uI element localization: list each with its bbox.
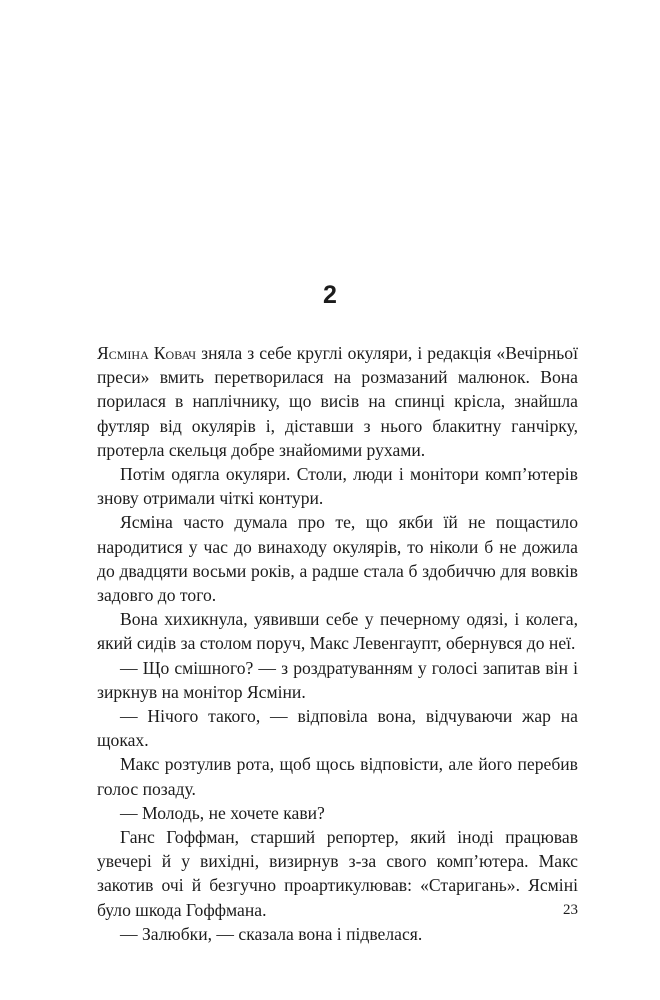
dialogue-line-3: — Молодь, не хочете кави? (120, 802, 325, 823)
dialogue-line-2: — Нічого такого, — відповіла вона, відчуваючи жар на щоках. (97, 706, 578, 751)
paragraph-2: Потім одягла окуляри. Столи, люди і монітори комп’ютерів знову отримали чіткі контури. (97, 464, 578, 509)
character-name-small-caps: Ясміна Ковач (97, 343, 197, 363)
page-number: 23 (563, 902, 578, 918)
dialogue-line-1: — Що смішного? — з роздратуванням у голосі запитав він і зиркнув на монітор Ясміни. (97, 657, 578, 702)
paragraph-3: Ясміна часто думала про те, що якби їй не пощастило народитися у час до винаходу окулярів, то ніколи б не дожила до двадцяти восьми років, а радше стала б здобиччю для вовків задовго до того. (97, 512, 578, 606)
chapter-text (97, 341, 578, 946)
dialogue-line-4: — Залюбки, — сказала вона і підвелася. (120, 923, 423, 944)
chapter-number: 2 (323, 281, 337, 309)
paragraph-9: Ганс Гоффман, старший репортер, який іноді працював увечері й у вихідні, визирнув з-за свого комп’ютера. Макс закотив очі й безгучно проартикулював: «Старигань». Ясміні було шкода Гоффмана. (97, 827, 578, 920)
paragraph-1 (97, 341, 578, 462)
paragraph-1-text: зняла з себе круглі окуляри, і редакція «Вечірньої преси» вмить перетворилася на розмазаний малюнок. Вона порилася в наплічнику, що висів на спинці крісла, знайшла футляр від окулярів і, діставши з нього блакитну ганчірку, протерла скельця добре знайомими рухами. (97, 343, 578, 460)
paragraph-7: Макс розтулив рота, щоб щось відповісти, але його перебив голос позаду. (97, 754, 578, 799)
paragraph-4: Вона хихикнула, уявивши себе у печерному одязі, і колега, який сидів за столом поруч, Макс Левенгаупт, обернувся до неї. (97, 609, 578, 654)
